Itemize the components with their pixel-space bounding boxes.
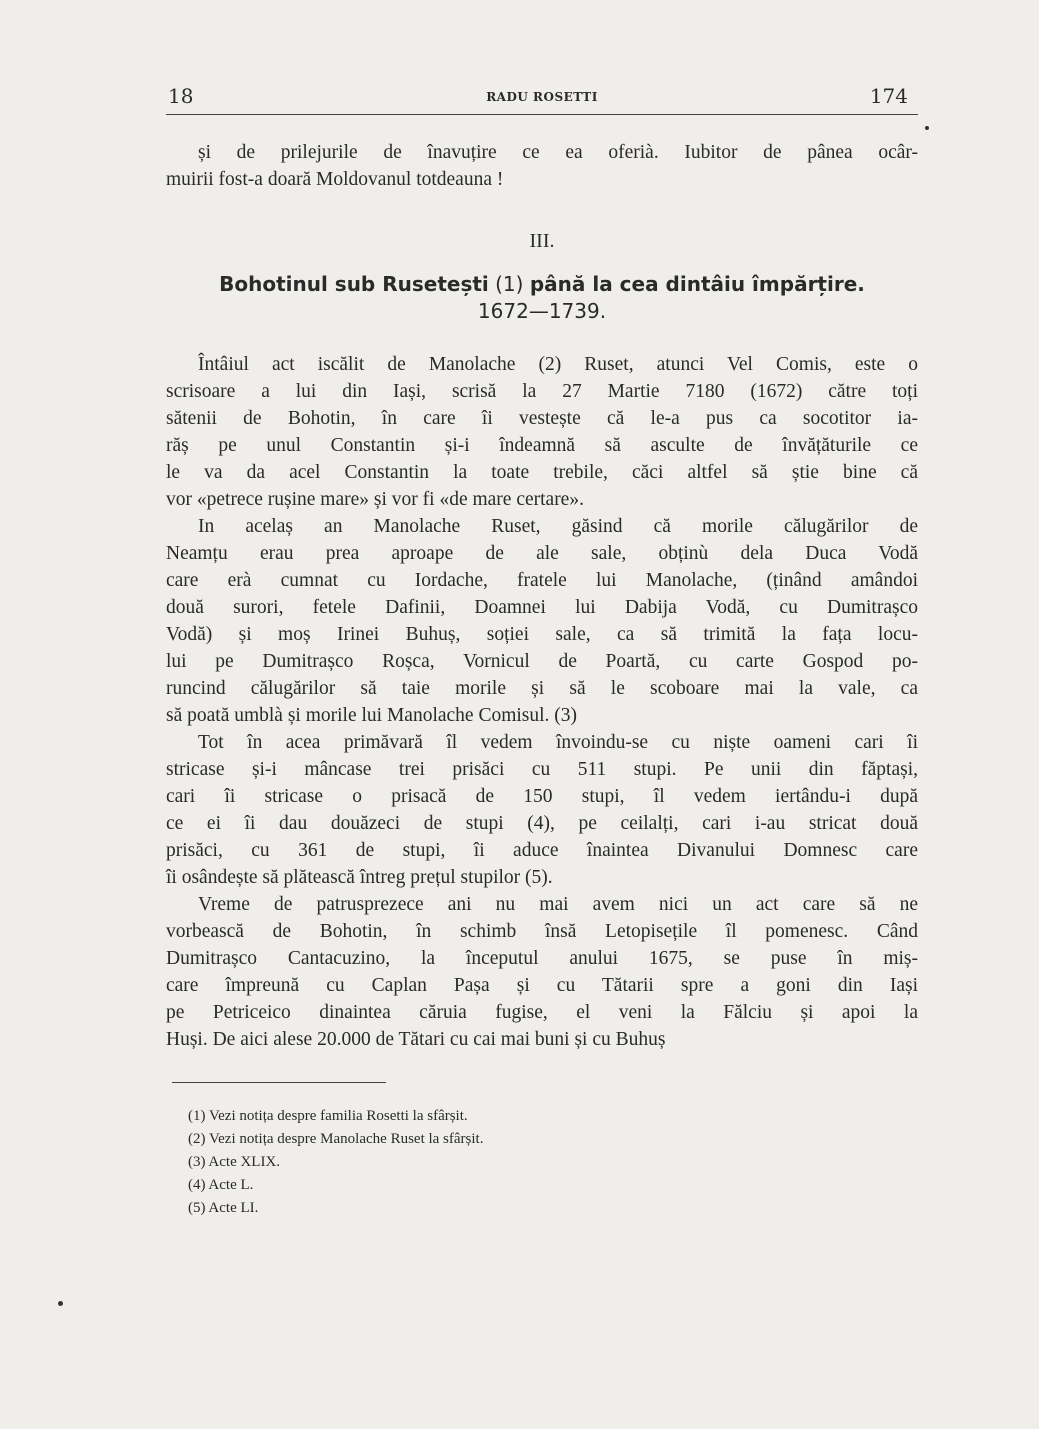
text-line: vorbească de Bohotin, în schimb însă Letopisețile îl pomenesc. Când xyxy=(166,921,918,942)
text-line: scrisoare a lui din Iași, scrisă la 27 Martie 7180 (1672) către toți xyxy=(166,381,918,402)
text-line: care erà cumnat cu Iordache, fratele lui Manolache, (ținând amândoi xyxy=(166,570,918,591)
footnote-divider xyxy=(172,1082,386,1083)
section-years: 1672—1739. xyxy=(477,299,607,323)
text-line: prisăci, cu 361 de stupi, îi aduce înaintea Divanului Domnesc care xyxy=(166,840,918,861)
text-line: Huși. De aici alese 20.000 de Tătari cu cai mai buni și cu Buhuș xyxy=(166,1029,666,1050)
footnotes xyxy=(188,1105,788,1220)
paragraph xyxy=(166,513,918,729)
section-number: III. xyxy=(529,230,555,252)
section-title xyxy=(166,271,918,298)
page-number-right: 174 xyxy=(869,84,908,108)
footnote: (3) Acte XLIX. xyxy=(188,1154,281,1170)
text-line: sătenii de Bohotin, în care îi vestește că le-a pus ca socotitor ia- xyxy=(166,408,918,429)
footnote: (1) Vezi notița despre familia Rosetti la sfârșit. xyxy=(188,1108,468,1124)
text-line: runcind călugărilor să taie morile și să le scoboare mai la vale, ca xyxy=(166,678,918,699)
text-line: le va da acel Constantin la toate trebile, căci altfel să știe bine că xyxy=(166,462,918,483)
text-line: ce ei îi dau douăzeci de stupi (4), pe ceilalți, cari i-au stricat două xyxy=(166,813,918,834)
page-header xyxy=(166,82,918,115)
text-line: cari îi stricase o prisacă de 150 stupi, îl vedem iertându-i după xyxy=(166,786,918,807)
text-line: două surori, fetele Dafinii, Doamnei lui Dabija Vodă, cu Dumitrașco xyxy=(166,597,918,618)
text-line: care împreună cu Caplan Pașa și cu Tătarii spre a goni din Iași xyxy=(166,975,918,996)
text-line: Dumitrașco Cantacuzino, la începutul anului 1675, se puse în miș- xyxy=(166,948,918,969)
text-line: îi osândește să plătească întreg prețul stupilor (5). xyxy=(166,867,553,888)
text-line: pe Petriceico dinaintea căruia fugise, el veni la Fălciu și apoi la xyxy=(166,1002,918,1023)
text-line: și de prilejurile de înavuțire ce ea oferià. Iubitor de pânea ocâr- xyxy=(198,142,918,163)
paragraph xyxy=(166,891,918,1053)
speck xyxy=(58,1301,63,1306)
speck xyxy=(925,126,929,130)
running-title: RADU ROSETTI xyxy=(486,90,598,104)
text-line: In acelaș an Manolache Ruset, găsind că morile călugărilor de xyxy=(198,516,918,537)
text-line: să poată umblà și morile lui Manolache Comisul. (3) xyxy=(166,705,578,726)
text-line: Neamțu erau prea aproape de ale sale, obținù dela Duca Vodă xyxy=(166,543,918,564)
section-title-part1: Bohotinul sub Rusetești xyxy=(219,272,489,296)
text-line: muirii fost-a doară Moldovanul totdeauna ! xyxy=(166,169,504,190)
text-line: răș pe unul Constantin și-i îndeamnă să asculte de învățăturile ce xyxy=(166,435,918,456)
section-title-ref: (1) xyxy=(495,272,524,296)
text-line: Tot în acea primăvară îl vedem învoindu-se cu niște oameni cari îi xyxy=(198,732,918,753)
text-line: Întâiul act iscălit de Manolache (2) Ruset, atunci Vel Comis, este o xyxy=(198,354,918,375)
text-line: stricase și-i mâncase trei prisăci cu 511 stupi. Pe unii din făptași, xyxy=(166,759,918,780)
page-number-left: 18 xyxy=(168,84,194,108)
text-line: lui pe Dumitrașco Roșca, Vornicul de Poartă, cu carte Gospod po- xyxy=(166,651,918,672)
main-text xyxy=(166,351,918,1053)
footnote: (5) Acte LI. xyxy=(188,1200,259,1216)
footnote: (4) Acte L. xyxy=(188,1177,254,1193)
paragraph xyxy=(166,351,918,513)
text-line: vor «petrece rușine mare» și vor fi «de mare certare». xyxy=(166,489,584,510)
section-title-part2: până la cea dintâiu împărțire. xyxy=(529,272,865,296)
text-line: Vreme de patrusprezece ani nu mai avem nici un act care să ne xyxy=(198,894,918,915)
footnote: (2) Vezi notița despre Manolache Ruset la sfârșit. xyxy=(188,1131,484,1147)
intro-paragraph xyxy=(166,139,918,193)
text-line: Vodă) și moș Irinei Buhuș, soției sale, ca să trimită la fața locu- xyxy=(166,624,918,645)
paragraph xyxy=(166,729,918,891)
